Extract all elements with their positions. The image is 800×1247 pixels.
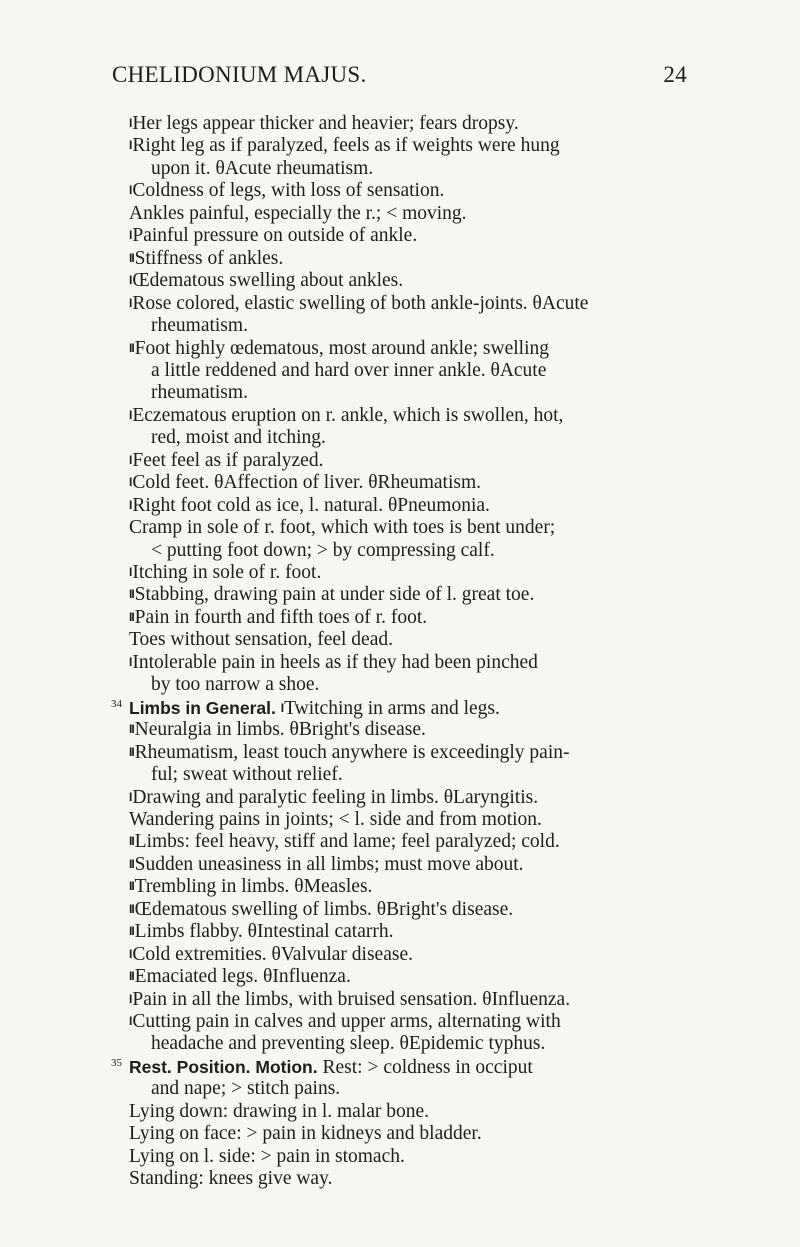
emphasis-marks: II [129, 250, 134, 265]
text-line [129, 876, 372, 899]
emphasis-marks: I [129, 228, 132, 243]
section-number: 35 [111, 1056, 122, 1069]
text-line [129, 1168, 332, 1190]
emphasis-marks: II [129, 587, 134, 602]
line-text: Standing: knees give way. [129, 1168, 333, 1190]
text-line [151, 427, 326, 449]
line-text: Neuralgia in limbs. θBright's disease. [134, 719, 426, 741]
text-line [129, 225, 417, 248]
line-text: Œdematous swelling of limbs. θBright's disease. [134, 898, 514, 920]
emphasis-marks: I [129, 475, 132, 490]
line-text: a little reddened and hard over inner ankle. θAcute [151, 359, 547, 381]
line-text: rheumatism. [151, 382, 248, 404]
line-text: upon it. θAcute rheumatism. [151, 157, 374, 179]
line-text: Foot highly œdematous, most around ankle; swelling [134, 337, 550, 359]
emphasis-marks: I [129, 946, 132, 961]
line-text: Toes without sensation, feel dead. [129, 629, 393, 651]
text-line [129, 1011, 561, 1034]
line-text: Right leg as if paralyzed, feels as if weights were hung [132, 135, 560, 157]
text-line [129, 517, 555, 539]
text-line [129, 652, 538, 675]
line-text: Right foot cold as ice, l. natural. θPneumonia. [132, 494, 490, 516]
text-line [129, 472, 481, 495]
line-text: Limbs flabby. θIntestinal catarrh. [134, 921, 394, 943]
line-text: Lying on face: > pain in kidneys and bladder. [129, 1123, 482, 1145]
emphasis-marks: I [129, 1014, 132, 1028]
line-text: by too narrow a shoe. [151, 674, 320, 696]
text-line [129, 921, 393, 944]
text-line [151, 315, 248, 337]
line-text: Painful pressure on outside of ankle. [132, 225, 418, 247]
text-line [129, 1123, 482, 1145]
emphasis-marks: I [129, 991, 132, 1006]
line-text: Lying on l. side: > pain in stomach. [129, 1145, 405, 1167]
line-text: Lying down: drawing in l. malar bone. [129, 1100, 430, 1122]
line-text: Cold feet. θAffection of liver. θRheumatism. [132, 472, 482, 494]
emphasis-marks: II [129, 744, 134, 759]
text-line [129, 495, 490, 518]
text-line [129, 719, 426, 742]
text-line [129, 180, 444, 203]
text-line [129, 787, 538, 810]
line-text: Pain in fourth and fifth toes of r. foot. [134, 606, 428, 628]
emphasis-marks: II [129, 879, 134, 894]
line-text: Rose colored, elastic swelling of both ankle-joints. θAcute [132, 292, 589, 314]
line-text: Drawing and paralytic feeling in limbs. θLaryngitis. [132, 786, 539, 808]
line-text: Stiffness of ankles. [134, 247, 284, 269]
text-line [129, 944, 413, 967]
line-text: Itching in sole of r. foot. [132, 562, 322, 583]
text-line [129, 1146, 405, 1168]
line-text: Œdematous swelling about ankles. [132, 270, 404, 292]
text-line [111, 1056, 533, 1079]
text-line [129, 562, 321, 585]
line-text: rheumatism. [151, 315, 248, 337]
line-text: < putting foot down; > by compressing calf. [151, 539, 495, 561]
emphasis-marks: II [129, 969, 134, 984]
line-text: Wandering pains in joints; < l. side and from motion. [129, 808, 542, 830]
line-text: and nape; > stitch pains. [151, 1078, 341, 1100]
text-line [129, 270, 403, 293]
line-text: Feet feel as if paralyzed. [132, 449, 324, 471]
emphasis-marks: I [280, 700, 284, 715]
text-line [129, 899, 513, 922]
emphasis-marks: I [129, 183, 132, 198]
text-line [111, 697, 500, 721]
text-line [151, 1033, 545, 1055]
line-text: Limbs: feel heavy, stiff and lame; feel paralyzed; cold. [134, 831, 560, 853]
running-head [112, 62, 687, 94]
text-line [129, 1101, 429, 1123]
text-line [129, 248, 283, 271]
emphasis-marks: I [129, 789, 132, 804]
line-text: Cutting pain in calves and upper arms, alternating with [132, 1011, 561, 1032]
line-text: Stabbing, drawing pain at under side of l. great toe. [134, 584, 535, 606]
text-line [151, 764, 343, 786]
emphasis-marks: II [129, 340, 134, 355]
text-line [129, 405, 563, 428]
line-text: Rest: > coldness in occiput [322, 1056, 533, 1078]
line-text: Sudden uneasiness in all limbs; must move about. [134, 853, 524, 875]
text-line [129, 607, 427, 630]
line-text: Twitching in arms and legs. [284, 697, 500, 719]
emphasis-marks: I [129, 295, 132, 310]
line-text: Intolerable pain in heels as if they had been pinched [132, 651, 538, 673]
emphasis-marks: I [129, 138, 132, 153]
text-line [129, 584, 534, 607]
text-line [129, 450, 323, 473]
text-line [129, 135, 560, 158]
section-number: 34 [111, 697, 122, 710]
line-text: Emaciated legs. θInfluenza. [134, 966, 351, 988]
text-line [151, 1078, 340, 1100]
text-line [129, 293, 588, 316]
text-line [129, 966, 351, 989]
emphasis-marks: I [129, 452, 132, 467]
line-text: Pain in all the limbs, with bruised sensation. θInfluenza. [132, 988, 571, 1010]
line-text: headache and preventing sleep. θEpidemic typhus. [151, 1033, 546, 1055]
line-text: Coldness of legs, with loss of sensation. [132, 180, 445, 202]
text-line [129, 809, 542, 831]
line-text: red, moist and itching. [151, 427, 326, 449]
line-text: Ankles painful, especially the r.; < moving. [129, 202, 467, 224]
emphasis-marks: II [129, 901, 134, 916]
text-line [129, 338, 549, 361]
emphasis-marks: II [129, 722, 134, 737]
text-line [129, 203, 467, 225]
emphasis-marks: II [129, 924, 134, 939]
section-heading: Limbs in General. [129, 697, 276, 718]
text-line [151, 158, 373, 180]
emphasis-marks: I [129, 407, 132, 422]
text-line [151, 382, 248, 404]
text-line [129, 854, 524, 877]
text-line [129, 629, 393, 651]
text-line [151, 540, 495, 562]
text-line [151, 360, 546, 382]
text-line [129, 113, 519, 136]
text-line [151, 674, 319, 696]
emphasis-marks: II [129, 856, 134, 871]
page-number: 24 [663, 62, 687, 87]
emphasis-marks: II [129, 834, 134, 849]
emphasis-marks: I [129, 116, 132, 130]
line-text: ful; sweat without relief. [151, 764, 343, 786]
line-text: Cold extremities. θValvular disease. [132, 943, 413, 965]
line-text: Eczematous eruption on r. ankle, which is swollen, hot, [132, 404, 564, 426]
text-line [129, 742, 570, 765]
running-head-title: CHELIDONIUM MAJUS. [112, 62, 367, 87]
emphasis-marks: I [129, 565, 132, 579]
section-heading: Rest. Position. Motion. [129, 1056, 318, 1077]
emphasis-marks: I [129, 273, 132, 288]
line-text: Cramp in sole of r. foot, which with toes is bent under; [129, 517, 556, 539]
text-line [129, 989, 570, 1012]
line-text: Trembling in limbs. θMeasles. [134, 876, 373, 898]
line-text: Her legs appear thicker and heavier; fears dropsy. [132, 113, 519, 134]
text-line [129, 831, 560, 854]
emphasis-marks: I [129, 654, 132, 669]
emphasis-marks: I [129, 497, 132, 512]
line-text: Rheumatism, least touch anywhere is exceedingly pain- [134, 741, 570, 763]
emphasis-marks: II [129, 609, 134, 624]
